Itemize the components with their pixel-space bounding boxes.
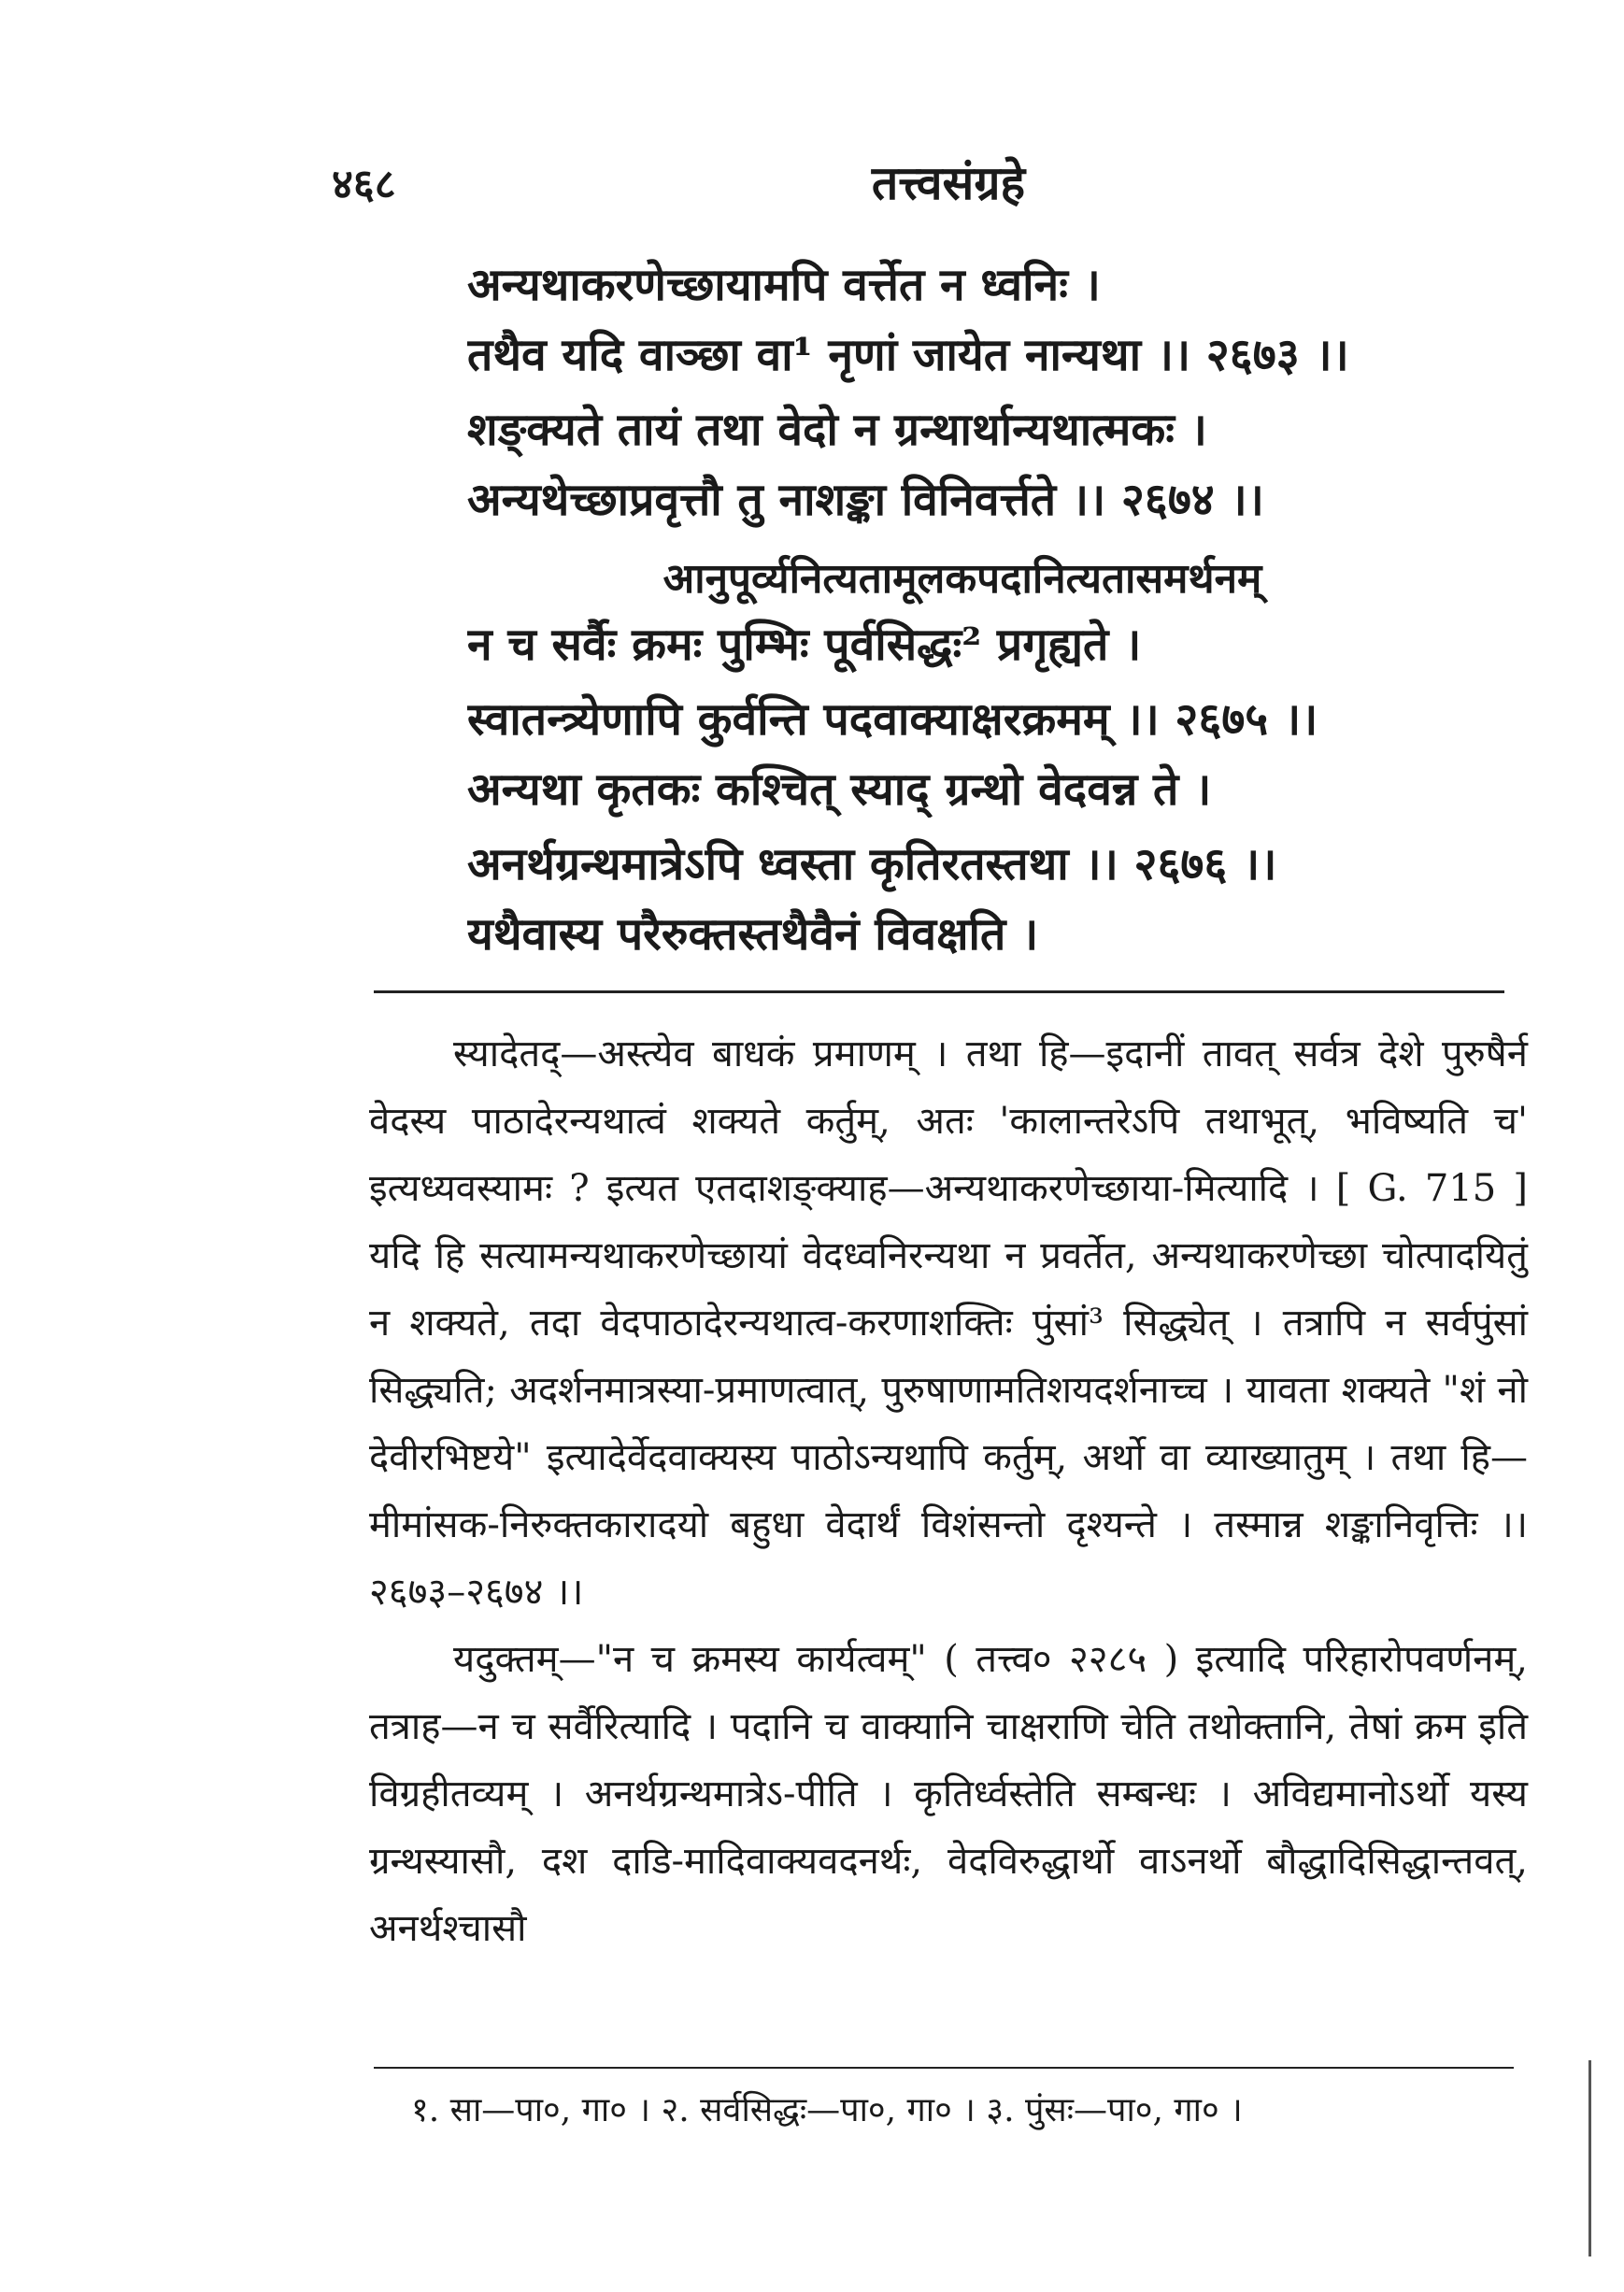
footnotes: १. सा—पा०, गा० । २. सर्वसिद्धः—पा०, गा० । ३. पुंसः—पा०, गा० । — [411, 2091, 1243, 2129]
section-heading: आनुपूर्व्यनित्यतामूलकपदानित्यतासमर्थनम् — [662, 555, 1262, 603]
verse-line: अन्यथा कृतकः कश्चित् स्याद् ग्रन्थो वेदवन्न ते । — [467, 763, 1212, 816]
verse-line: अन्यथाकरणेच्छायामपि वर्त्तेत न ध्वनिः । — [467, 259, 1101, 311]
verse-line: स्वातन्त्र्येणापि कुर्वन्ति पदवाक्याक्षरक्रमम् ।। २६७५ ।। — [467, 693, 1318, 746]
commentary-block — [369, 1020, 1528, 1626]
commentary-paragraph: स्यादेतद्—अस्त्येव बाधकं प्रमाणम् । तथा हि—इदानीं तावत् सर्वत्र देशे पुरुषैर्न वेदस्य पाठादेरन्यथात्वं शक्यते कर्तुम्, अतः 'कालान्तरेऽपि तथाभूत्, भविष्यति च' इत्यध्यवस्यामः ? इत्यत एतदाशङ्क्याह—अन्यथाकरणेच्छाया-मित्यादि । [ G. 715 ] यदि हि सत्यामन्यथाकरणेच्छायां वेदध्वनिरन्यथा न प्रवर्तेत, अन्यथाकरणेच्छा चोत्पादयितुं न शक्यते, तदा वेदपाठादेरन्यथात्व-करणाशक्तिः पुंसां³ सिद्ध्येत् । तत्रापि न सर्वपुंसां सिद्ध्यति; अदर्शनमात्रस्या-प्रमाणत्वात्, पुरुषाणामतिशयदर्शनाच्च । यावता शक्यते "शं नो देवीरभिष्टये" इत्यादेर्वेदवाक्यस्य पाठोऽन्यथापि कर्तुम्, अर्थो वा व्याख्यातुम् । तथा हि—मीमांसक-निरुक्तकारादयो बहुधा वेदार्थं विशंसन्तो दृश्यन्ते । तस्मान्न शङ्कानिवृत्तिः ।। २६७३–२६७४ ।। — [369, 1032, 1528, 1614]
margin-mark — [1588, 2060, 1591, 2256]
page-number: ४६८ — [332, 161, 396, 208]
verse-line: शङ्क्यते तायं तथा वेदो न ग्रन्थार्थान्यथात्मकः । — [467, 404, 1207, 456]
verse-line: तथैव यदि वाञ्छा वा¹ नृणां जायेत नान्यथा ।। २६७३ ।। — [467, 329, 1349, 381]
verse-commentary-divider — [374, 990, 1504, 993]
verse-line: यथैवास्य परैरुक्तस्तथैवैनं विवक्षति । — [467, 908, 1039, 961]
commentary-block — [369, 1626, 1528, 1962]
verse-line: न च सर्वैः क्रमः पुम्भिः पूर्वसिद्धः² प्रगृह्यते । — [467, 619, 1142, 671]
verse-line: अनर्थग्रन्थमात्रेऽपि ध्वस्ता कृतिरतस्तथा ।। २६७६ ।। — [467, 838, 1277, 890]
footnote-divider — [374, 2067, 1514, 2069]
commentary-paragraph: यदुक्तम्—"न च क्रमस्य कार्यत्वम्" ( तत्त्व० २२८५ ) इत्यादि परिहारोपवर्णनम्, तत्राह—न च सर्वैरित्यादि । पदानि च वाक्यानि चाक्षराणि चेति तथोक्तानि, तेषां क्रम इति विग्रहीतव्यम् । अनर्थग्रन्थमात्रेऽ-पीति । कृतिर्ध्वस्तेति सम्बन्धः । अविद्यमानोऽर्थो यस्य ग्रन्थस्यासौ, दश दाडि-मादिवाक्यवदनर्थः, वेदविरुद्धार्थो वाऽनर्थो बौद्धादिसिद्धान्तवत्, अनर्थश्चासौ — [369, 1638, 1528, 1950]
running-title: तत्त्वसंग्रहे — [871, 155, 1026, 210]
verse-line: अन्यथेच्छाप्रवृत्तौ तु नाशङ्का विनिवर्त्तते ।। २६७४ ।। — [467, 474, 1264, 526]
